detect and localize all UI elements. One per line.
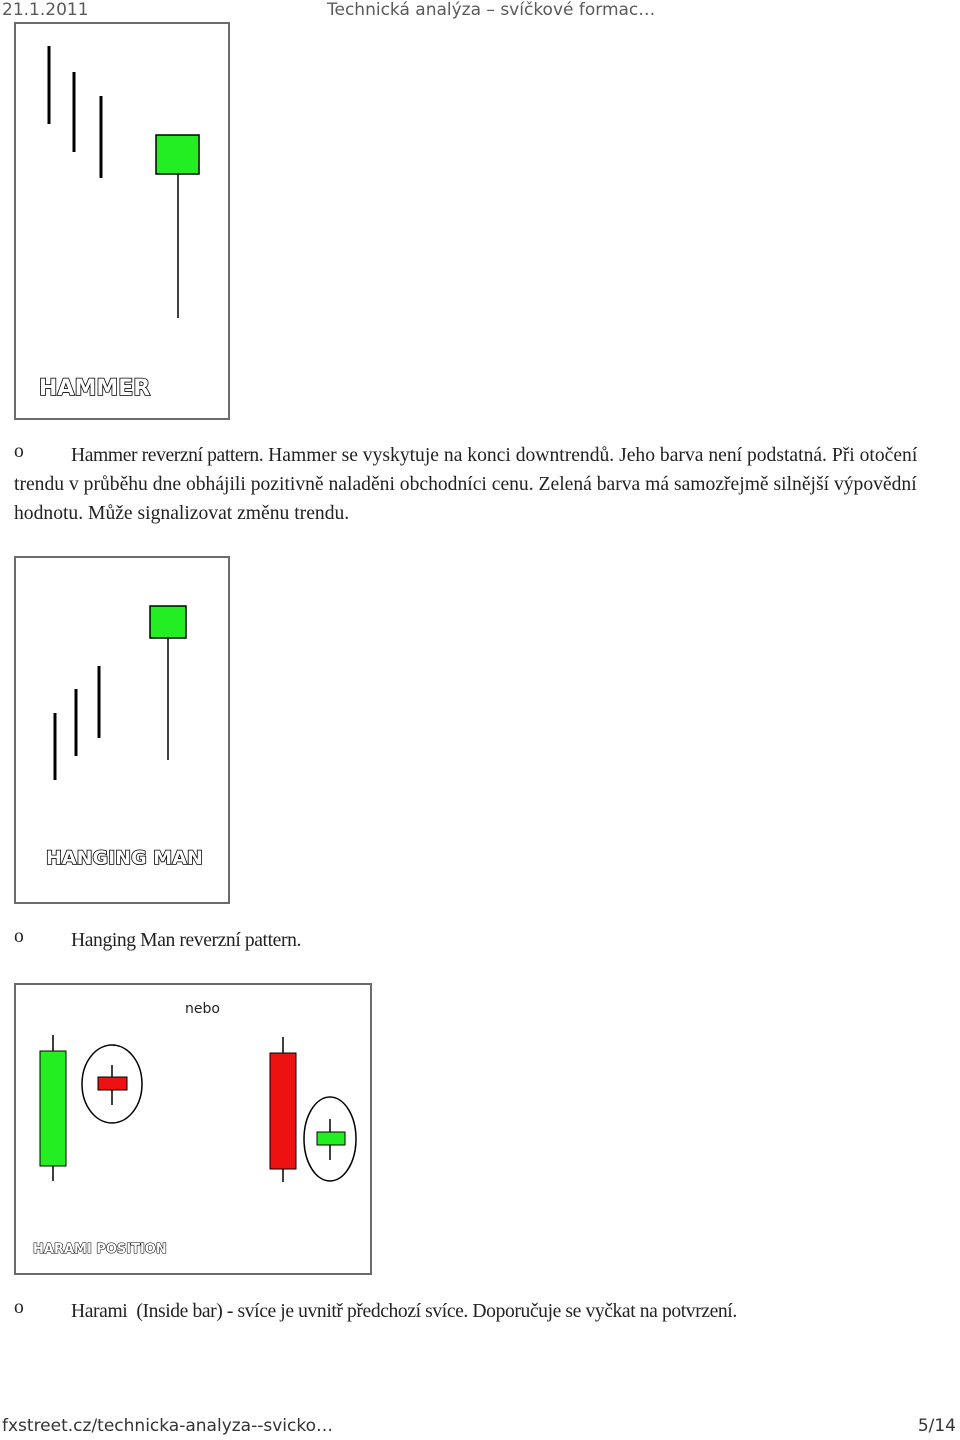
hammer-figure xyxy=(14,22,230,420)
hanging-man-candle-body xyxy=(150,606,186,638)
hammer-figure-label: HAMMER xyxy=(39,376,151,401)
harami-item-title: Harami xyxy=(71,1301,128,1322)
hammer-item-title: Hammer reverzní pattern. xyxy=(71,445,264,466)
footer-url: fxstreet.cz/technicka-analyza--svicko… xyxy=(2,1416,333,1436)
harami-diagram xyxy=(16,985,372,1275)
hammer-description xyxy=(14,441,944,528)
harami-item-text: (Inside bar) - svíce je uvnitř předchozí svíce. Doporučuje se vyčkat na potvrzení. xyxy=(127,1301,737,1322)
hammer-item-text: Hammer se vyskytuje na konci downtrendů. Jeho barva není podstatná. Při otočení trendu v průběhu dne obhájili pozitivně naladěni obchodníci cenu. Zelená barva má samozřejmě silnější výpovědní hodnotu. Může signalizovat změnu trendu. xyxy=(14,445,918,524)
harami-bull-candle xyxy=(40,1051,66,1166)
hammer-candle-body xyxy=(156,135,199,174)
header-date: 21.1.2011 xyxy=(2,0,89,20)
footer-page-number: 5/14 xyxy=(917,1416,956,1436)
hanging-man-diagram xyxy=(16,558,230,904)
header-title: Technická analýza – svíčkové formac… xyxy=(327,0,656,20)
list-bullet: o xyxy=(14,441,24,462)
hanging-man-figure xyxy=(14,556,230,904)
harami-separator-label: nebo xyxy=(185,1001,220,1017)
harami-figure-label: HARAMI POSITION xyxy=(33,1242,167,1257)
hanging-man-description: Hanging Man reverzní pattern. xyxy=(71,930,301,951)
harami-inside-bull-candle xyxy=(317,1132,345,1145)
harami-bear-candle xyxy=(270,1053,296,1169)
harami-description xyxy=(14,1297,944,1326)
list-bullet: o xyxy=(14,1297,24,1318)
list-bullet: o xyxy=(14,926,24,947)
harami-figure xyxy=(14,983,372,1275)
harami-inside-bear-candle xyxy=(98,1077,127,1090)
hammer-diagram xyxy=(16,24,230,420)
hanging-man-figure-label: HANGING MAN xyxy=(46,847,203,869)
